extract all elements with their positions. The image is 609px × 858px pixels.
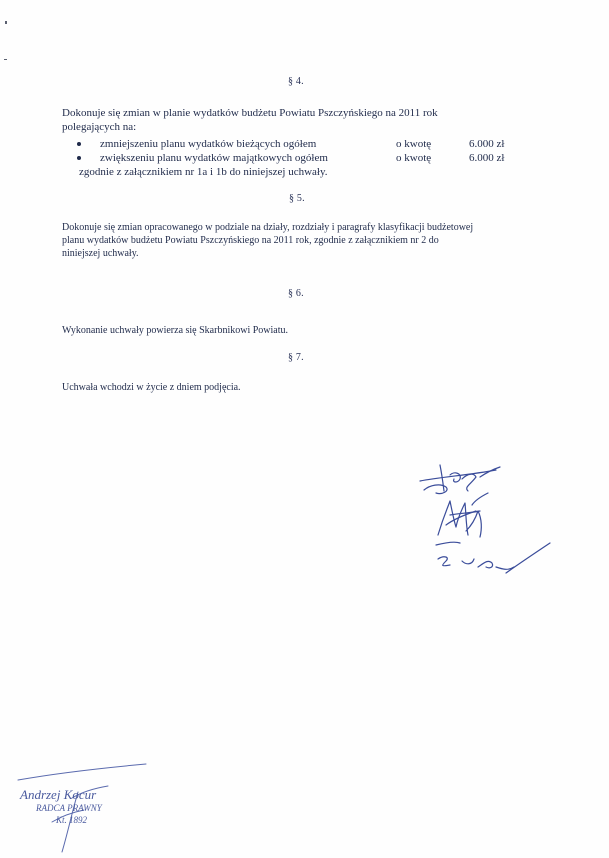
bullet-kwota-label: o kwotę	[396, 138, 432, 150]
bullet-dot	[77, 142, 81, 146]
section-7-text: Uchwała wchodzi w życie z dniem podjęcia.	[62, 382, 241, 393]
section-5-mark: § 5.	[289, 193, 305, 204]
list-item	[77, 137, 527, 151]
svg-text:RADCA PRAWNY: RADCA PRAWNY	[36, 803, 102, 813]
scan-speck	[5, 21, 7, 24]
bullet-dot	[77, 156, 81, 160]
scan-speck	[4, 59, 7, 60]
section-5-line-2: planu wydatków budżetu Powiatu Pszczyńskiego na 2011 rok, zgodnie z załącznikiem nr 2 do	[62, 235, 439, 246]
bullet-text: zwiększeniu planu wydatków majątkowych ogółem	[100, 152, 328, 164]
bullet-kwota-label: o kwotę	[396, 152, 432, 164]
list-item	[77, 151, 527, 165]
section-6-text: Wykonanie uchwały powierza się Skarbnikowi Powiatu.	[62, 325, 289, 336]
section-6-mark: § 6.	[288, 288, 304, 299]
svg-text:Kt. 1892: Kt. 1892	[56, 815, 88, 825]
section-5-line-3: niniejszej uchwały.	[62, 248, 139, 259]
bullet-amount: 6.000 zł	[469, 152, 505, 164]
section-4-closing: zgodnie z załącznikiem nr 1a i 1b do niniejszej uchwały.	[79, 166, 328, 178]
section-4-mark: § 4.	[288, 76, 304, 87]
bullet-amount: 6.000 zł	[469, 138, 505, 150]
section-4-intro-line-2: polegających na:	[62, 121, 137, 133]
handwritten-signature	[410, 455, 560, 580]
section-5-line-1: Dokonuje się zmian opracowanego w podziale na działy, rozdziały i paragrafy klasyfikacji budżetowej	[62, 222, 474, 233]
section-4-intro-line-1: Dokonuje się zmian w planie wydatków budżetu Powiatu Pszczyńskiego na 2011 rok	[62, 107, 438, 119]
svg-text:Andrzej Kocur: Andrzej Kocur	[20, 787, 97, 802]
bullet-text: zmniejszeniu planu wydatków bieżących ogółem	[100, 138, 317, 150]
section-7-mark: § 7.	[288, 352, 304, 363]
lawyer-stamp	[12, 762, 162, 854]
